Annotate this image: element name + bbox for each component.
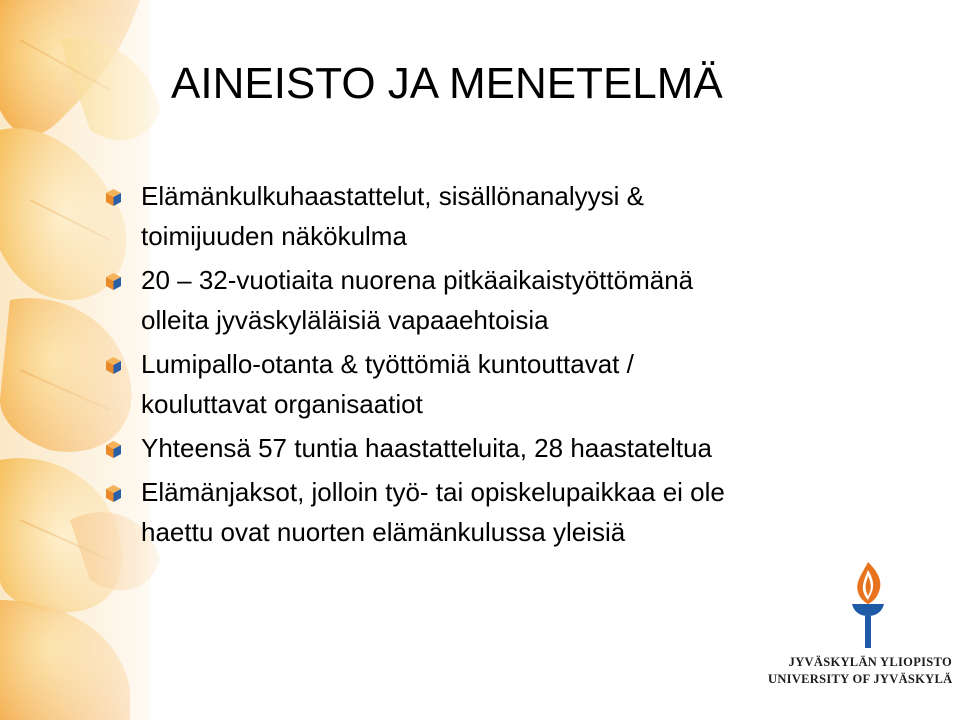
bullet-item (104, 344, 904, 424)
bullet-list (104, 176, 904, 556)
cube-bullet-icon (106, 357, 121, 374)
bullet-item (104, 260, 904, 340)
logo-text-english: UNIVERSITY OF JYVÄSKYLÄ (768, 672, 953, 686)
university-logo (768, 560, 952, 690)
bullet-text-line: 20 – 32-vuotiaita nuorena pitkäaikaistyöttömänä (141, 265, 694, 295)
bullet-text-line: toimijuuden näkökulma (141, 221, 407, 251)
bullet-text-line: kouluttavat organisaatiot (141, 389, 423, 419)
bullet-text-line: Yhteensä 57 tuntia haastatteluita, 28 haastateltua (141, 433, 712, 463)
bullet-item (104, 428, 904, 468)
bullet-text-line: olleita jyväskyläläisiä vapaaehtoisia (141, 305, 549, 335)
bullet-text-line: Lumipallo-otanta & työttömiä kuntouttavat / (141, 349, 634, 379)
bullet-text-line: Elämänkulkuhaastattelut, sisällönanalyysi & (141, 181, 644, 211)
torch-icon (838, 560, 898, 650)
logo-text-finnish: JYVÄSKYLÄN YLIOPISTO (788, 655, 952, 669)
bullet-item (104, 472, 904, 552)
slide-title: AINEISTO JA MENETELMÄ (171, 59, 723, 108)
bullet-item (104, 176, 904, 256)
cube-bullet-icon (106, 485, 121, 502)
cube-bullet-icon (106, 441, 121, 458)
bullet-text-line: haettu ovat nuorten elämänkulussa yleisiä (141, 517, 626, 547)
bullet-text-line: Elämänjaksot, jolloin työ- tai opiskelupaikkaa ei ole (141, 477, 725, 507)
cube-bullet-icon (106, 189, 121, 206)
cube-bullet-icon (106, 273, 121, 290)
